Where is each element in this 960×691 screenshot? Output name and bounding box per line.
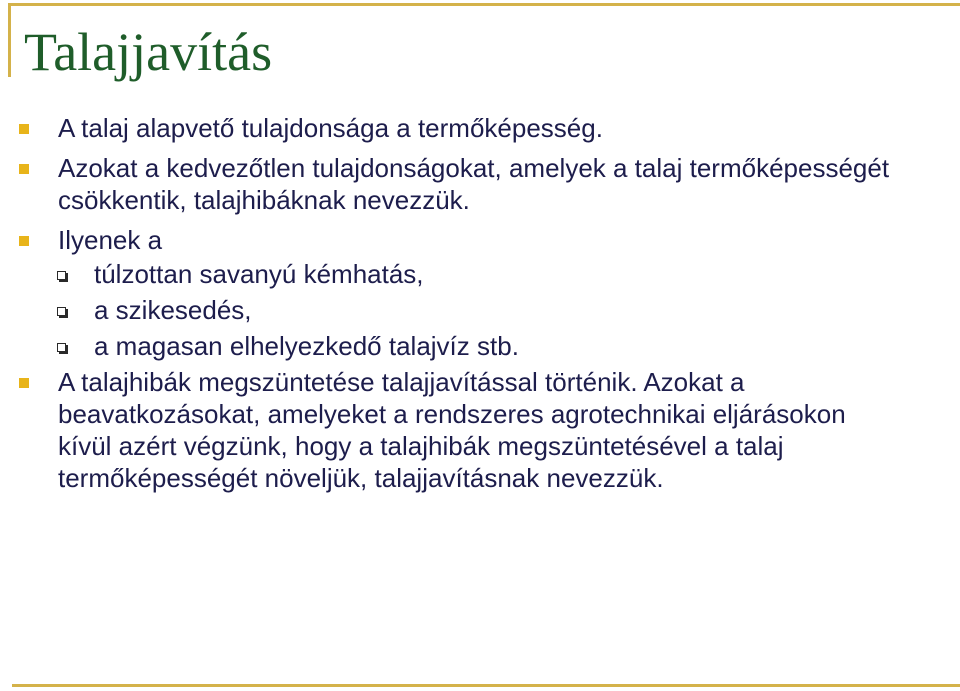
slide-content: [0, 112, 960, 502]
checkbox-bullet-icon: [57, 271, 66, 280]
slide-title: Talajjavítás: [24, 22, 273, 82]
subbullet-item-2: [0, 294, 960, 326]
checkbox-bullet-icon: [57, 343, 66, 352]
bullet-item-3: [0, 224, 960, 256]
bullet-text: A talajhibák megszüntetése talajjavítással történik. Azokat a beavatkozásokat, amelyeket a rendszeres agrotechnikai eljárásokon kívül azért végzünk, hogy a talajhibák megszüntetésével a talaj termőképességét növeljük, talajjavításnak nevezzük.: [58, 367, 846, 493]
bullet-text: Ilyenek a: [58, 225, 163, 255]
bullet-text: A talaj alapvető tulajdonsága a termőképesség.: [58, 113, 603, 143]
bullet-item-4: [0, 366, 960, 494]
bottom-frame-line: [12, 684, 960, 687]
subbullet-item-3: [0, 330, 960, 362]
bullet-text: Azokat a kedvezőtlen tulajdonságokat, amelyek a talaj termőképességét csökkentik, talajhibáknak nevezzük.: [58, 153, 890, 215]
square-bullet-icon: [19, 124, 29, 134]
bullet-item-2: [0, 152, 960, 216]
square-bullet-icon: [19, 164, 29, 174]
top-frame-line: [8, 3, 960, 6]
checkbox-bullet-icon: [57, 307, 66, 316]
subbullet-text: a szikesedés,: [94, 295, 252, 325]
bullet-item-1: [0, 112, 960, 144]
square-bullet-icon: [19, 236, 29, 246]
left-frame-line: [8, 3, 11, 77]
square-bullet-icon: [19, 378, 29, 388]
subbullet-text: a magasan elhelyezkedő talajvíz stb.: [94, 331, 519, 361]
subbullet-text: túlzottan savanyú kémhatás,: [94, 259, 424, 289]
subbullet-item-1: [0, 258, 960, 290]
